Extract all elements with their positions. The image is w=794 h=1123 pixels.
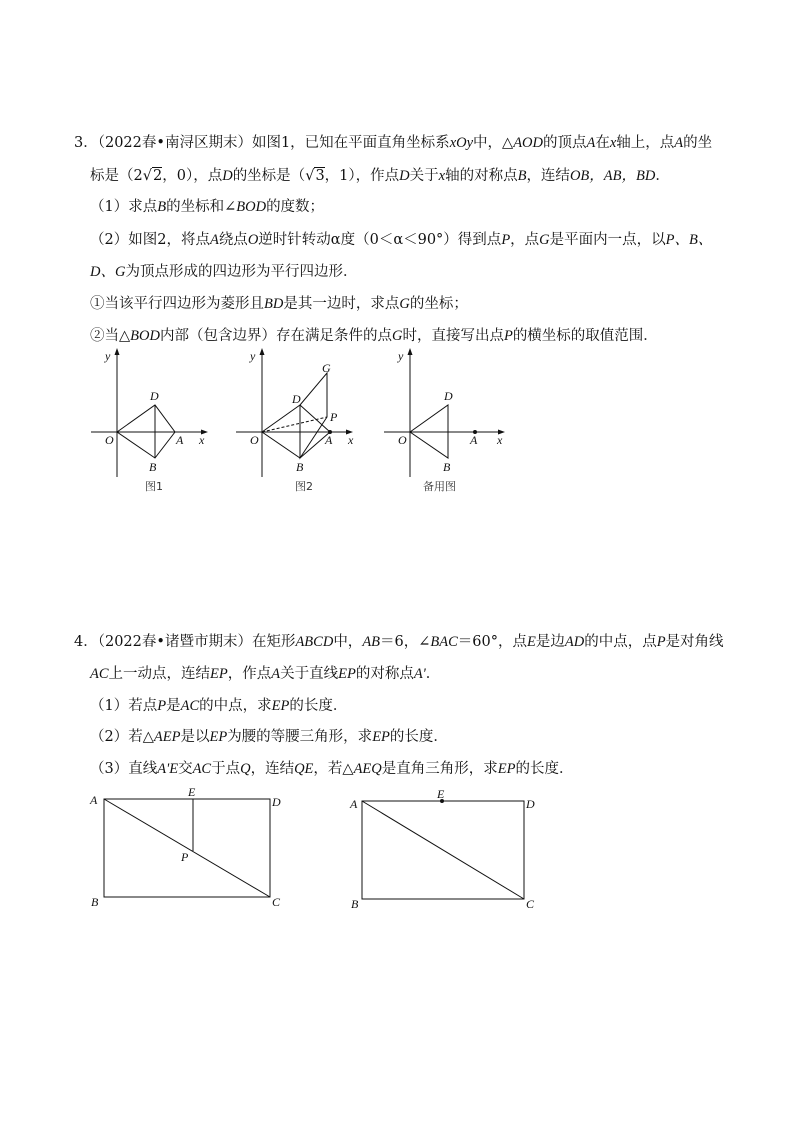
label-p: P xyxy=(330,410,338,424)
label-o: O xyxy=(105,433,114,447)
label-x: x xyxy=(497,433,503,447)
text: 上一动点，连结 xyxy=(108,666,211,682)
label-b: B xyxy=(296,460,304,474)
label-e: E xyxy=(437,787,445,801)
text: EP xyxy=(271,698,290,714)
text: P xyxy=(501,232,511,248)
text: A' xyxy=(413,666,426,682)
text: 时，直接写出点 xyxy=(402,328,504,344)
text: ，点 xyxy=(510,232,540,248)
label-y: y xyxy=(105,349,111,363)
label-b: B xyxy=(351,897,359,911)
label-d: D xyxy=(150,389,159,403)
text: B xyxy=(157,199,167,215)
y-axis-arrow xyxy=(408,348,413,355)
text: 关于直线 xyxy=(280,666,339,682)
text: AD xyxy=(564,634,585,650)
problem-4-question-1 xyxy=(90,696,347,716)
text: QE xyxy=(294,761,314,777)
figure-1 xyxy=(85,345,215,495)
label-a: A xyxy=(176,433,184,447)
problem-4-question-2 xyxy=(90,727,448,747)
label-x: x xyxy=(199,433,205,447)
text: 的坐标和∠ xyxy=(166,199,237,215)
label-o: O xyxy=(398,433,407,447)
text: A xyxy=(209,232,219,248)
text: 的对称点 xyxy=(355,666,414,682)
label-e: E xyxy=(188,785,196,799)
text: D xyxy=(399,168,410,184)
label-x: x xyxy=(348,433,354,447)
text: 3 xyxy=(315,168,325,184)
problem-source: （2022春•南浔区期末） xyxy=(97,135,252,151)
text: 的长度． xyxy=(289,698,348,714)
problem-3-sub-2 xyxy=(90,326,658,346)
text: ①当该平行四边形为菱形且 xyxy=(90,296,264,312)
text: D xyxy=(222,168,233,184)
label-a: A xyxy=(325,433,333,447)
label-d: D xyxy=(526,797,535,811)
text: 轴的对称点 xyxy=(445,168,518,184)
text: Q xyxy=(240,761,251,777)
figure-1-caption: 图1 xyxy=(145,480,163,493)
text: ． xyxy=(655,168,670,184)
label-a: A xyxy=(90,793,98,807)
text: 的度数； xyxy=(266,199,325,215)
text: 中，△ xyxy=(473,135,514,151)
text: 交 xyxy=(178,761,193,777)
rectangle-figure-2 xyxy=(345,788,555,913)
text: AEP xyxy=(153,729,181,745)
text: ，若△ xyxy=(313,761,354,777)
problem-4-line-2 xyxy=(90,664,440,684)
text: 如图1，已知在平面直角坐标系 xyxy=(251,135,450,151)
text: ，作点 xyxy=(227,666,272,682)
text: 在矩形 xyxy=(251,634,296,650)
label-b: B xyxy=(91,895,99,909)
text: （2）若△ xyxy=(90,729,154,745)
text: 的顶点 xyxy=(543,135,587,151)
label-a: A xyxy=(350,797,358,811)
text: ． xyxy=(425,666,441,682)
label-a: A xyxy=(470,433,478,447)
sqrt-symbol: √3 xyxy=(305,168,325,184)
problem-number: 4． xyxy=(74,634,98,650)
text: 绕点 xyxy=(218,232,248,248)
text: 是对角线 xyxy=(665,634,724,650)
text: 关于 xyxy=(409,168,439,184)
text: P xyxy=(656,634,666,650)
text: 的中点，点 xyxy=(584,634,657,650)
text: 是其一边时，求点 xyxy=(283,296,400,312)
text: 为顶点形成的四边形为平行四边形． xyxy=(125,264,358,280)
text: AC xyxy=(90,666,109,682)
problem-3-line-2 xyxy=(90,166,670,186)
text: O xyxy=(247,232,259,248)
text: A xyxy=(674,135,684,151)
text: E xyxy=(527,634,536,650)
text: 中， xyxy=(333,634,363,650)
text: 的横坐标的取值范围． xyxy=(512,328,658,344)
text: A xyxy=(586,135,596,151)
text: ，1），作点 xyxy=(324,168,400,184)
text: G xyxy=(399,296,410,312)
label-b: B xyxy=(149,460,157,474)
text: P xyxy=(503,328,513,344)
text: 2 xyxy=(152,168,163,184)
text: ABCD xyxy=(295,634,334,650)
text: （1）若点 xyxy=(90,698,158,714)
text: 轴上，点 xyxy=(616,135,675,151)
text: ，0），点 xyxy=(162,168,223,184)
y-axis-arrow xyxy=(115,348,120,355)
text: 为腰的等腰三角形，求 xyxy=(227,729,373,745)
text: D、G xyxy=(90,264,126,280)
text: 的长度． xyxy=(515,761,574,777)
problem-3-sub-1 xyxy=(90,294,468,314)
text: AOD xyxy=(513,135,543,151)
text: 逆时针转动α度（0＜α＜90°）得到点 xyxy=(258,232,502,248)
problem-4-line-1 xyxy=(74,632,724,652)
text: （3）直线 xyxy=(90,761,158,777)
text: （2）如图2，将点 xyxy=(90,232,210,248)
problem-3-question-2-cont xyxy=(90,262,357,282)
sqrt-symbol: √2 xyxy=(142,168,163,184)
text: x xyxy=(609,135,617,151)
label-y: y xyxy=(398,349,404,363)
label-o: O xyxy=(250,433,259,447)
problem-source: （2022春•诸暨市期末） xyxy=(97,634,252,650)
problem-3-question-2 xyxy=(90,230,712,250)
text: 标是（2 xyxy=(90,168,143,184)
text: AC xyxy=(180,698,200,714)
text: ②当△ xyxy=(90,328,131,344)
label-b: B xyxy=(443,460,451,474)
text: EP xyxy=(210,666,228,682)
problem-3-question-1 xyxy=(90,197,324,217)
text: P、B、 xyxy=(665,232,713,248)
text: ＝6，∠ xyxy=(380,634,431,650)
text: （1）求点 xyxy=(90,199,158,215)
text: EP xyxy=(209,729,228,745)
problem-3-line-1 xyxy=(74,133,712,153)
problem-number: 3． xyxy=(74,135,98,151)
label-d: D xyxy=(272,795,281,809)
text: EP xyxy=(497,761,516,777)
text: 是以 xyxy=(180,729,210,745)
text: 在 xyxy=(595,135,610,151)
text: 的坐标是（ xyxy=(232,168,306,184)
text: 内部（包含边界）存在满足条件的点 xyxy=(159,328,392,344)
text: xOy xyxy=(449,135,474,151)
parallelogram-dgpb xyxy=(300,373,327,458)
rectangle-figure-1 xyxy=(85,785,295,913)
text: A xyxy=(271,666,281,682)
text: 的坐 xyxy=(683,135,713,151)
text: AEQ xyxy=(353,761,382,777)
text: EP xyxy=(338,666,356,682)
text: 于点 xyxy=(211,761,241,777)
y-axis-arrow xyxy=(260,348,265,355)
label-d: D xyxy=(444,389,453,403)
text: 是边 xyxy=(535,634,565,650)
text: OB，AB，BD xyxy=(569,168,656,184)
text: BOD xyxy=(236,199,267,215)
label-d: D xyxy=(292,392,301,406)
text: EP xyxy=(372,729,390,745)
text: AC xyxy=(192,761,212,777)
text: ＝60°，点 xyxy=(457,634,527,650)
text: 的长度． xyxy=(389,729,448,745)
diagonal-ac xyxy=(104,799,270,897)
text: 是 xyxy=(166,698,181,714)
text: 的中点，求 xyxy=(199,698,272,714)
text: B xyxy=(517,168,527,184)
label-p: P xyxy=(181,850,189,864)
figure-2 xyxy=(230,345,370,495)
text: BD xyxy=(264,296,284,312)
figure-2-caption: 图2 xyxy=(295,480,313,493)
diagonal-ac xyxy=(362,801,524,899)
text: ，连结 xyxy=(250,761,295,777)
text: 的坐标； xyxy=(409,296,468,312)
figure-spare-caption: 备用图 xyxy=(423,480,456,493)
problem-4-question-3 xyxy=(90,759,573,779)
text: G xyxy=(391,328,403,344)
text: A'E xyxy=(157,761,179,777)
label-y: y xyxy=(250,349,256,363)
text: 是平面内一点，以 xyxy=(549,232,666,248)
label-g: G xyxy=(322,361,331,375)
text: 是直角三角形，求 xyxy=(381,761,498,777)
text: x xyxy=(438,168,446,184)
text: P xyxy=(157,698,167,714)
text: G xyxy=(539,232,550,248)
label-c: C xyxy=(272,895,281,909)
label-c: C xyxy=(526,897,535,911)
text: BOD xyxy=(130,328,160,344)
figure-spare xyxy=(378,345,518,495)
text: ，连结 xyxy=(526,168,570,184)
text: BAC xyxy=(430,634,458,650)
text: AB xyxy=(362,634,381,650)
